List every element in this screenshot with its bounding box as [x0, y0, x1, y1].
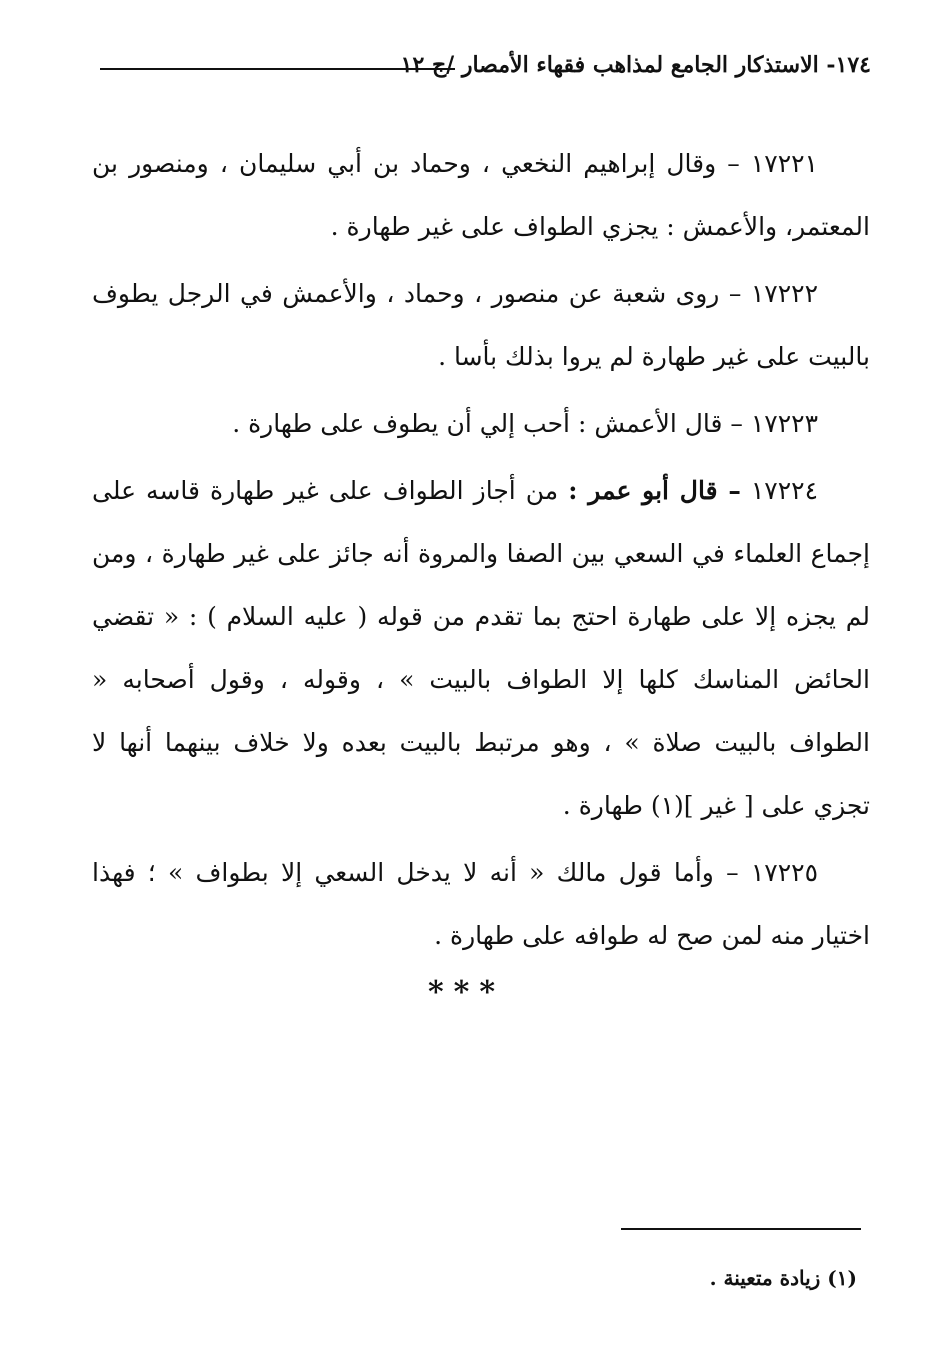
- paragraph-17225: [92, 841, 870, 967]
- paragraph-17223: [92, 392, 870, 455]
- footnote: (١) زيادة متعينة .: [709, 1266, 857, 1290]
- footnote-rule: [621, 1228, 861, 1230]
- paragraph-17222: [92, 262, 870, 388]
- paragraph-text: من أجاز الطواف على غير طهارة قاسه على إجماع العلماء في السعي بين الصفا والمروة أنه جائز على غير طهارة ، ومن لم يجزه إلا على طهارة احتج بما تقدم من قوله ( عليه السلام ) : « تقضي الحائض المناسك كلها إلا الطواف بالبيت » ، وقوله ، وقول أصحابه « الطواف بالبيت صلاة » ، وهو مرتبط بالبيت بعده ولا خلاف بينهما أنها لا تجزي على [ غير ](١) طهارة .: [92, 476, 870, 820]
- paragraph-text: – وقال إبراهيم النخعي ، وحماد بن أبي سليمان ، ومنصور بن المعتمر، والأعمش : يجزي الطواف على غير طهارة .: [92, 149, 870, 241]
- header-rule: [100, 68, 455, 70]
- paragraph-17221: [92, 132, 870, 258]
- paragraph-lead: – قال أبو عمر :: [568, 476, 741, 505]
- running-header: ١٧٤- الاستذكار الجامع لمذاهب فقهاء الأمصار /ج ١٢: [400, 52, 871, 78]
- body-text: [92, 132, 870, 971]
- paragraph-number: ١٧٢٢٢: [750, 279, 818, 308]
- paragraph-number: ١٧٢٢٤: [750, 476, 818, 505]
- paragraph-number: ١٧٢٢٣: [750, 409, 818, 438]
- paragraph-17224: [92, 459, 870, 837]
- section-separator: ***: [427, 975, 506, 1010]
- paragraph-text: – روى شعبة عن منصور ، وحماد ، والأعمش في الرجل يطوف بالبيت على غير طهارة لم يروا بذلك بأسا .: [92, 279, 870, 371]
- paragraph-text: – وأما قول مالك « أنه لا يدخل السعي إلا بطواف » ؛ فهذا اختيار منه لمن صح له طوافه على طهارة .: [92, 858, 870, 950]
- paragraph-text: – قال الأعمش : أحب إلي أن يطوف على طهارة .: [232, 409, 743, 438]
- paragraph-number: ١٧٢٢٥: [750, 858, 818, 887]
- paragraph-number: ١٧٢٢١: [750, 149, 818, 178]
